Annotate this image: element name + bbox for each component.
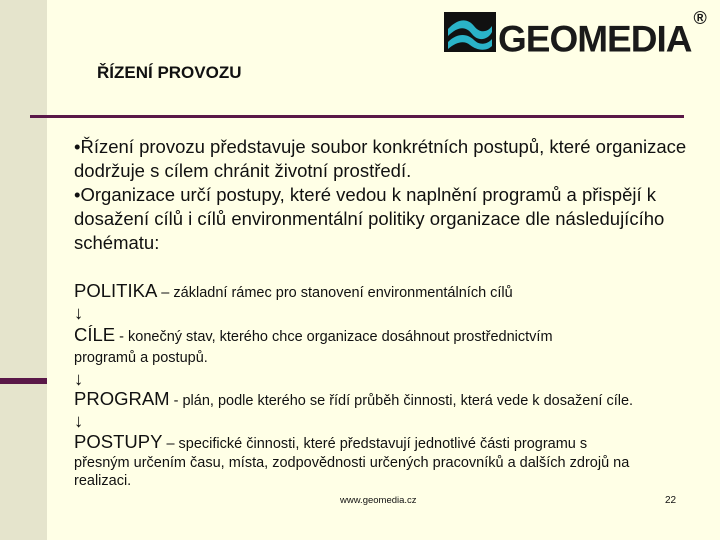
arrow-down-icon: ↓ [74,302,84,323]
intro-text [74,135,694,255]
registered-mark: ® [693,8,706,28]
left-sidebar [0,0,47,540]
scheme-postupy [74,431,587,453]
scheme-cile [74,324,553,346]
politika-term: POLITIKA [74,280,158,301]
program-term: PROGRAM [74,388,170,409]
postupy-desc: – specifické činnosti, které představují jednotlivé části programu s [162,436,588,452]
footer-url: www.geomedia.cz [340,495,417,506]
page-number: 22 [665,495,677,506]
geomedia-logo [444,8,706,60]
slide-title: ŘÍZENÍ PROVOZU [97,63,242,82]
intro-paragraph-1: •Řízení provozu představuje soubor konkrétních postupů, které organizace dodržuje s cílem chránit životní prostředí. [74,136,687,181]
postupy-continuation-1: přesným určením času, místa, zodpovědnosti určených pracovníků a dalších zdrojů na [74,455,630,471]
postupy-term: POSTUPY [74,431,163,452]
intro-paragraph-2: •Organizace určí postupy, které vedou k naplnění programů a přispějí k dosažení cílů i cílů environmentální politiky organizace dle následujícího schématu: [74,184,665,253]
arrow-down-icon: ↓ [74,368,84,389]
cile-term: CÍLE [74,324,116,345]
logo-brand: GEOMEDIA [498,18,692,60]
geomedia-wave-icon [444,12,496,52]
cile-desc: - konečný stav, kterého chce organizace dosáhnout prostřednictvím [115,329,553,345]
program-desc: - plán, podle kterého se řídí průběh činnosti, která vede k dosažení cíle. [169,393,634,409]
arrow-down-icon: ↓ [74,410,84,431]
politika-desc: – základní rámec pro stanovení environmentálních cílů [157,285,513,301]
sidebar-accent-bar [0,378,47,384]
logo-text [498,8,706,60]
postupy-continuation-2: realizaci. [74,473,132,489]
scheme-program [74,388,633,410]
cile-continuation: programů a postupů. [74,350,208,366]
title-divider [30,115,684,118]
scheme-politika [74,280,513,302]
